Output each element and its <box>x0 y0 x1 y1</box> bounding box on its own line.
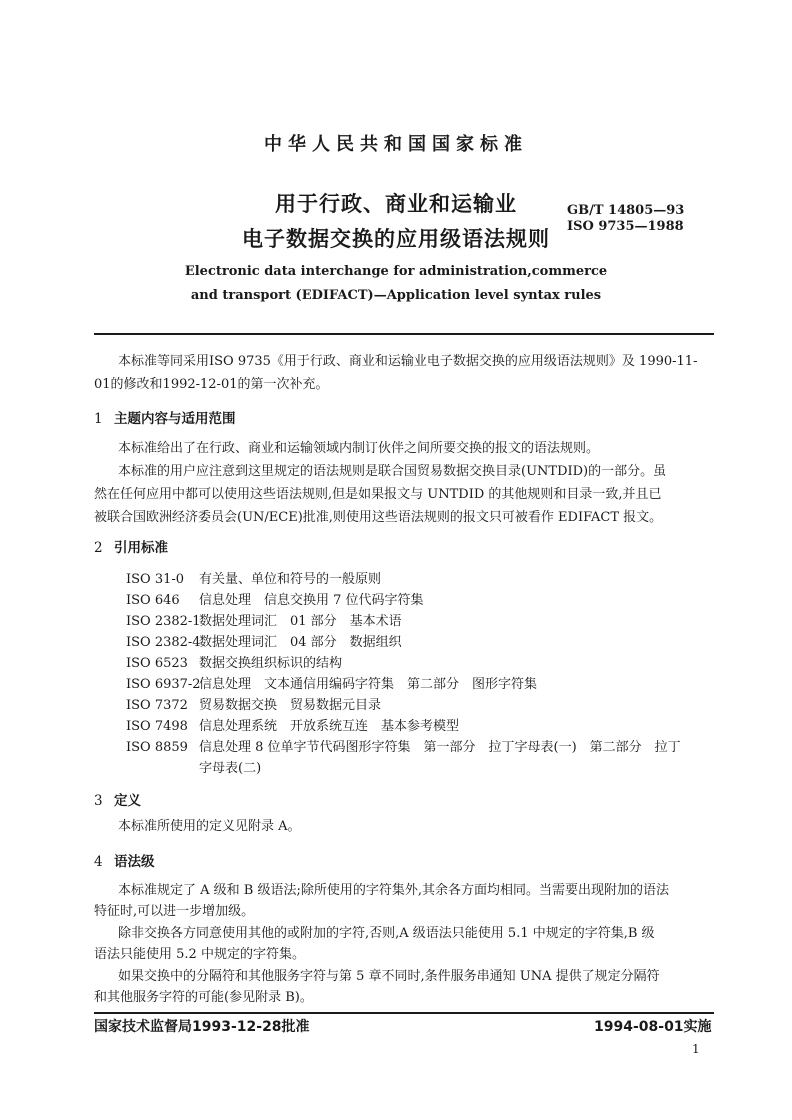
section-2-number: 2 <box>94 540 103 556</box>
reference-item <box>126 715 459 734</box>
reference-item <box>126 589 424 608</box>
iso-standard-code: ISO 9735—1988 <box>567 219 684 234</box>
section-4-paragraph-1-line2: 特征时,可以进一步增加级。 <box>94 904 255 919</box>
approval-notice: 国家技术监督局1993-12-28批准 <box>94 1019 310 1035</box>
section-4-paragraph-2-line1: 除非交换各方同意使用其他的或附加的字符,否则,A 级语法只能使用 5.1 中规定的字符集,B 级 <box>118 926 655 941</box>
reference-title: 信息处理 信息交换用 7 位代码字符集 <box>199 593 424 608</box>
section-2-title: 引用标准 <box>114 540 168 556</box>
reference-title: 信息处理系统 开放系统互连 基本参考模型 <box>199 719 460 734</box>
reference-item <box>126 694 381 713</box>
section-1-paragraph-2-line1: 本标准的用户应注意到这里规定的语法规则是联合国贸易数据交换目录(UNTDID)的一部分。虽 <box>118 464 667 479</box>
section-1-paragraph-2-line2: 然在任何应用中都可以使用这些语法规则,但是如果报文与 UNTDID 的其他规则和目录一致,并且已 <box>94 487 662 502</box>
section-4-paragraph-1-line1: 本标准规定了 A 级和 B 级语法;除所使用的字符集外,其余各方面均相同。当需要出现附加的语法 <box>118 883 669 898</box>
reference-code: ISO 8859 <box>126 740 188 755</box>
footer-divider <box>94 1012 714 1014</box>
document-title-cn-line1: 用于行政、商业和运输业 <box>275 192 517 216</box>
section-4-title: 语法级 <box>114 854 155 870</box>
intro-line1: 本标准等同采用ISO 9735《用于行政、商业和运输业电子数据交换的应用级语法规则》及 1990-11- <box>118 354 698 369</box>
document-title-en-line2: and transport (EDIFACT)—Application level syntax rules <box>190 288 602 303</box>
reference-code: ISO 6937-2 <box>126 677 201 692</box>
section-1-paragraph-2-line3: 被联合国欧洲经济委员会(UN/ECE)批准,则使用这些语法规则的报文只可被看作 EDIFACT 报文。 <box>94 510 663 525</box>
reference-item <box>126 631 402 650</box>
reference-item <box>126 673 537 692</box>
reference-code: ISO 2382-4 <box>126 635 201 650</box>
section-1-title: 主题内容与适用范围 <box>114 411 236 427</box>
reference-code: ISO 7498 <box>126 719 188 734</box>
section-2-heading <box>94 536 168 556</box>
section-4-number: 4 <box>94 854 103 870</box>
section-4-paragraph-3-line2: 和其他服务字符的可能(参见附录 B)。 <box>94 990 313 1005</box>
section-3-paragraph: 本标准所使用的定义见附录 A。 <box>118 819 301 834</box>
section-3-number: 3 <box>94 793 103 809</box>
reference-continuation: 字母表(二) <box>199 761 262 776</box>
reference-title: 数据处理词汇 04 部分 数据组织 <box>199 635 402 650</box>
section-3-heading <box>94 789 141 809</box>
section-1-paragraph-1: 本标准给出了在行政、商业和运输领域内制订伙伴之间所要交换的报文的语法规则。 <box>118 441 600 456</box>
reference-code: ISO 7372 <box>126 698 188 713</box>
reference-code: ISO 6523 <box>126 656 188 671</box>
reference-title: 贸易数据交换 贸易数据元目录 <box>199 698 382 713</box>
reference-item <box>126 568 381 587</box>
intro-line2: 01的修改和1992-12-01的第一次补充。 <box>94 377 329 392</box>
section-3-title: 定义 <box>114 793 141 809</box>
effective-date-notice: 1994-08-01实施 <box>594 1019 712 1035</box>
document-title-cn-line2: 电子数据交换的应用级语法规则 <box>242 227 550 251</box>
section-4-heading <box>94 850 155 870</box>
reference-item <box>126 736 681 755</box>
standard-series-title: 中华人民共和国国家标准 <box>264 134 528 155</box>
document-title-en-line1: Electronic data interchange for administration,commerce <box>184 264 608 279</box>
section-1-number: 1 <box>94 411 103 427</box>
reference-title: 数据处理词汇 01 部分 基本术语 <box>199 614 402 629</box>
reference-item <box>126 610 402 629</box>
reference-title: 信息处理 文本通信用编码字符集 第二部分 图形字符集 <box>199 677 538 692</box>
reference-item <box>126 652 342 671</box>
reference-title: 有关量、单位和符号的一般原则 <box>199 572 382 587</box>
reference-code: ISO 646 <box>126 593 180 608</box>
reference-title: 信息处理 8 位单字节代码图形字符集 第一部分 拉丁字母表(一) 第二部分 拉丁 <box>199 740 681 755</box>
reference-code: ISO 31-0 <box>126 572 185 587</box>
gb-standard-code: GB/T 14805—93 <box>567 203 685 218</box>
reference-code: ISO 2382-1 <box>126 614 201 629</box>
page-number: 1 <box>692 1042 700 1056</box>
header-divider <box>94 333 714 335</box>
section-1-heading <box>94 407 236 427</box>
section-4-paragraph-2-line2: 语法只能使用 5.2 中规定的字符集。 <box>94 947 305 962</box>
reference-title: 数据交换组织标识的结构 <box>199 656 343 671</box>
section-4-paragraph-3-line1: 如果交换中的分隔符和其他服务字符与第 5 章不同时,条件服务串通知 UNA 提供了规定分隔符 <box>118 969 660 984</box>
